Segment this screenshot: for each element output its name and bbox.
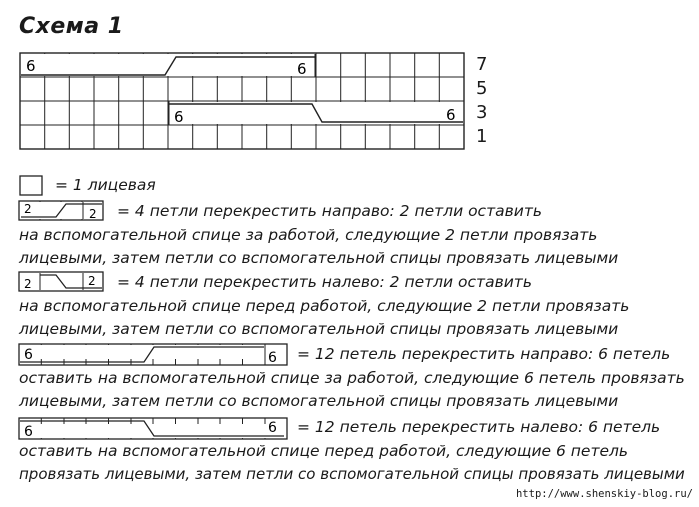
legend-cross-right-4-line1: = 4 петли перекрестить направо: 2 петли оставить	[117, 202, 542, 220]
legend-cross-left-4-line3: лицевыми, затем петли со вспомогательной спицы провязать лицевыми	[19, 320, 619, 338]
legend-cross-left-12-line1: = 12 петель перекрестить налево: 6 петель	[297, 418, 661, 436]
row-number: 3	[476, 102, 488, 123]
symbol-label: 6	[24, 347, 33, 363]
row-number: 1	[476, 126, 488, 147]
symbol-label: 6	[24, 424, 33, 440]
cable-label: 6	[174, 108, 184, 126]
cable-label: 6	[26, 57, 36, 75]
cable-label: 6	[297, 60, 307, 78]
legend-cross-right-4-line3: лицевыми, затем петли со вспомогательной спицы провязать лицевыми	[19, 249, 619, 267]
cross-right-12-symbol	[19, 344, 287, 366]
legend-cross-right-12-line1: = 12 петель перекрестить направо: 6 петель	[297, 345, 671, 363]
legend-cross-left-12-line3: провязать лицевыми, затем петли со вспомогательной спицы провязать лицевыми	[19, 465, 685, 483]
symbol-label: 2	[88, 274, 96, 288]
cross-left-12-symbol	[19, 418, 287, 440]
legend-knit-text: = 1 лицевая	[55, 176, 156, 194]
symbol-label: 2	[24, 277, 32, 291]
legend-cross-right-12-line3: лицевыми, затем петли со вспомогательной спицы провязать лицевыми	[19, 392, 619, 410]
symbol-label: 2	[24, 202, 32, 216]
knit-symbol	[20, 176, 42, 195]
legend-cross-left-4-line1: = 4 петли перекрестить налево: 2 петли оставить	[117, 273, 532, 291]
footer-url: http://www.shenskiy-blog.ru/	[515, 488, 693, 500]
cross-right-4-symbol	[19, 201, 103, 221]
symbol-label: 6	[268, 350, 277, 366]
symbol-label: 6	[268, 420, 277, 436]
legend-cross-right-12-line2: оставить на вспомогательной спице за работой, следующие 6 петель провязать	[19, 369, 685, 387]
row-number: 7	[476, 54, 488, 75]
row-number: 5	[476, 78, 488, 99]
symbol-label: 2	[89, 207, 97, 221]
legend-cross-left-12-line2: оставить на вспомогательной спице перед работой, следующие 6 петель	[19, 442, 629, 460]
cross-left-4-symbol	[19, 272, 103, 291]
legend-cross-right-4-line2: на вспомогательной спице за работой, следующие 2 петли провязать	[19, 226, 598, 244]
cable-label: 6	[446, 106, 456, 124]
legend-cross-left-4-line2: на вспомогательной спице перед работой, следующие 2 петли провязать	[19, 297, 630, 315]
page-title: Схема 1	[19, 14, 124, 39]
